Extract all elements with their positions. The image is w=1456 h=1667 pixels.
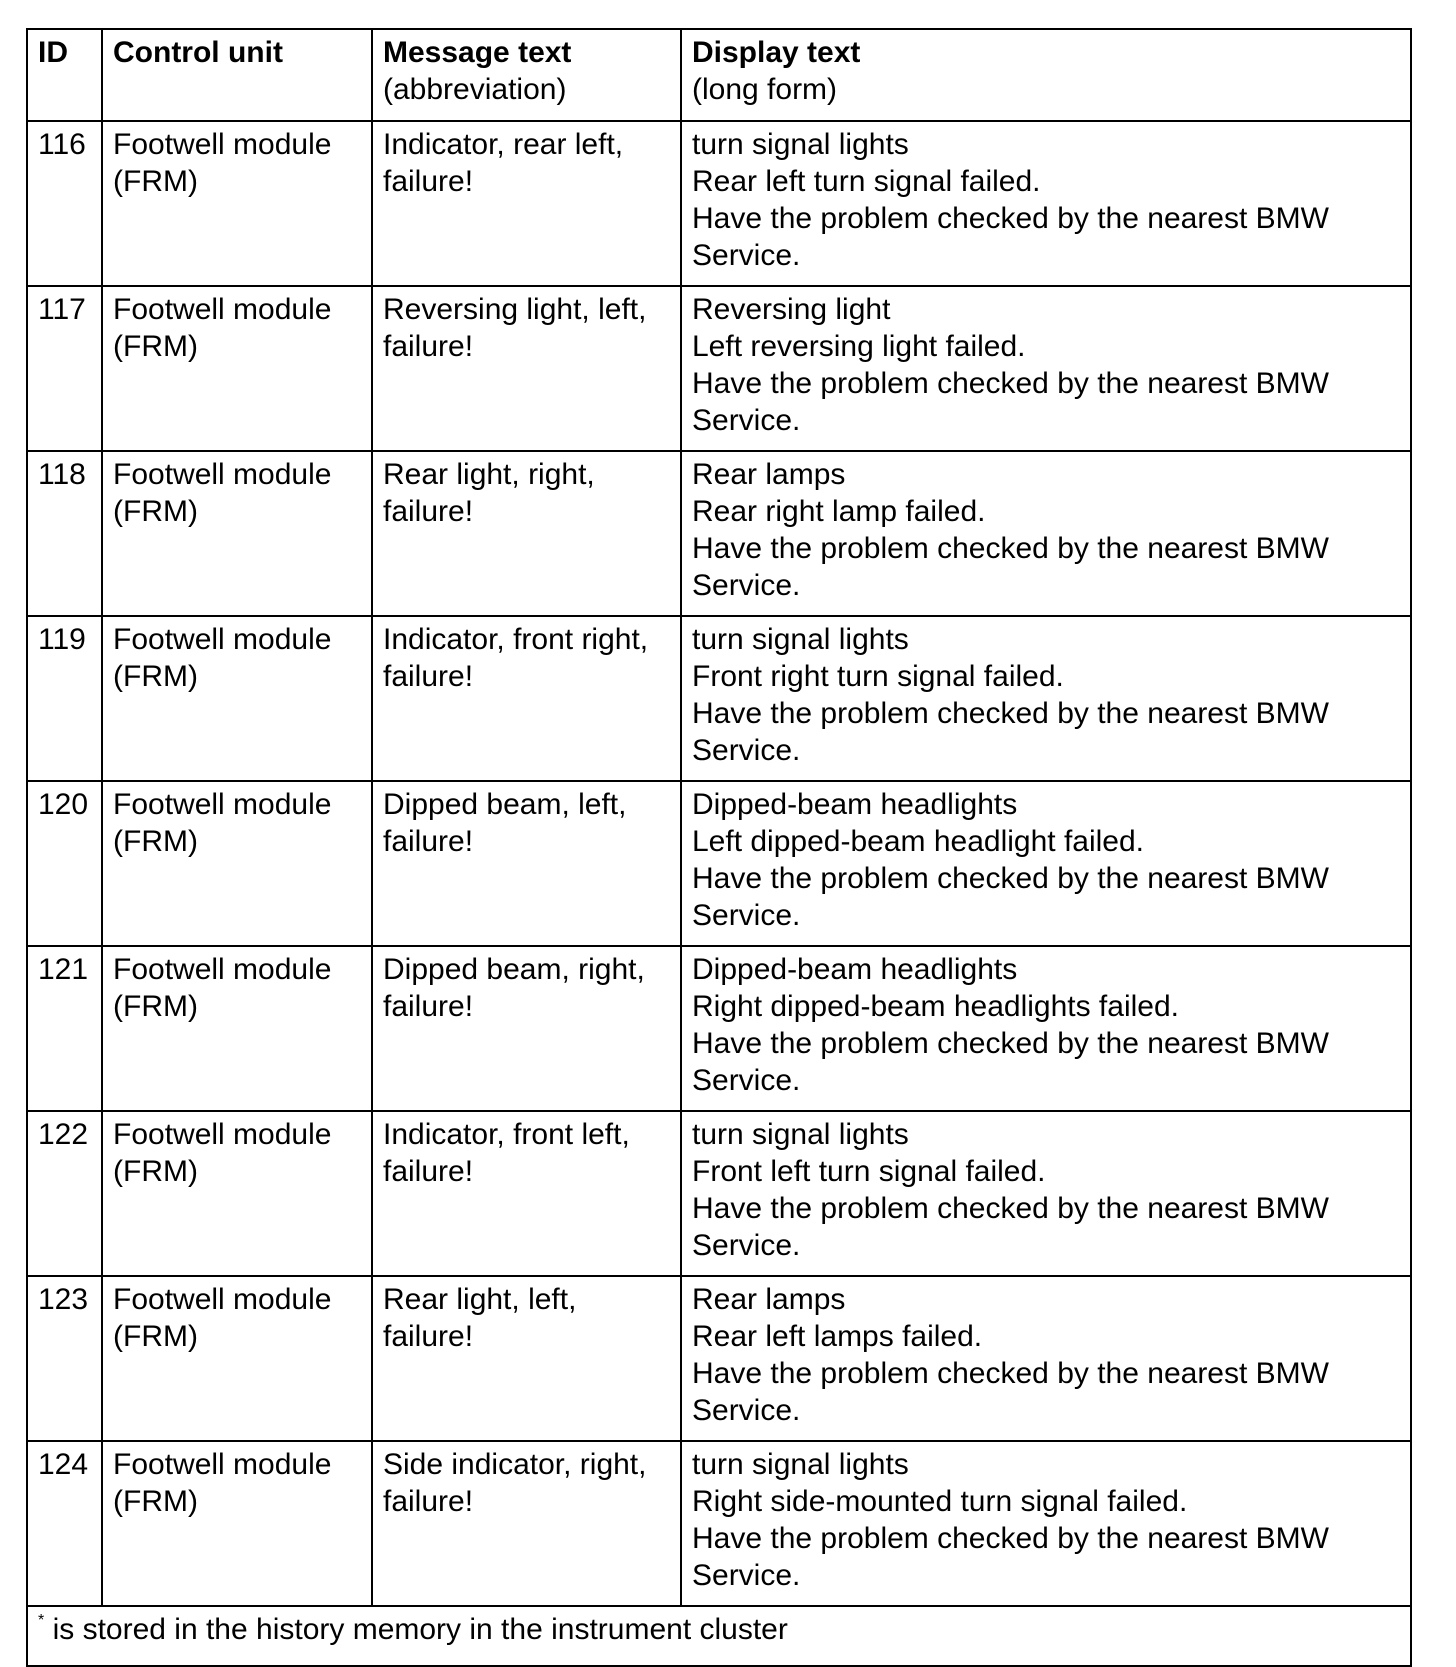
- table-row: [27, 946, 1411, 1111]
- table-row: [27, 1111, 1411, 1276]
- cell-id: 123: [27, 1276, 102, 1441]
- table-row: [27, 121, 1411, 286]
- cell-control-unit: Footwell module (FRM): [102, 451, 372, 616]
- header-message-text: Message text (abbreviation): [372, 29, 681, 121]
- cell-display-text: turn signal lights Front right turn signal failed. Have the problem checked by the nearest BMW Service.: [681, 616, 1411, 781]
- cell-message-text: Indicator, rear left, failure!: [372, 121, 681, 286]
- cell-display-text: Dipped-beam headlights Right dipped-beam headlights failed. Have the problem checked by the nearest BMW Service.: [681, 946, 1411, 1111]
- cell-message-text: Side indicator, right, failure!: [372, 1441, 681, 1606]
- table-row: [27, 286, 1411, 451]
- footnote-row: [27, 1606, 1411, 1666]
- table-row: [27, 781, 1411, 946]
- footnote-mark: *: [38, 1612, 45, 1629]
- table-row: [27, 1276, 1411, 1441]
- cell-message-text: Indicator, front left, failure!: [372, 1111, 681, 1276]
- cell-control-unit: Footwell module (FRM): [102, 1441, 372, 1606]
- cell-message-text: Reversing light, left, failure!: [372, 286, 681, 451]
- cell-id: 120: [27, 781, 102, 946]
- cell-id: 116: [27, 121, 102, 286]
- cell-id: 121: [27, 946, 102, 1111]
- cell-display-text: Dipped-beam headlights Left dipped-beam headlight failed. Have the problem checked by the nearest BMW Service.: [681, 781, 1411, 946]
- cell-display-text: turn signal lights Front left turn signal failed. Have the problem checked by the nearest BMW Service.: [681, 1111, 1411, 1276]
- cell-control-unit: Footwell module (FRM): [102, 286, 372, 451]
- cell-control-unit: Footwell module (FRM): [102, 1111, 372, 1276]
- table-row: [27, 616, 1411, 781]
- cell-display-text: Reversing light Left reversing light failed. Have the problem checked by the nearest BMW Service.: [681, 286, 1411, 451]
- table-row: [27, 1441, 1411, 1606]
- header-id: ID: [27, 29, 102, 121]
- cell-display-text: Rear lamps Rear right lamp failed. Have the problem checked by the nearest BMW Service.: [681, 451, 1411, 616]
- cell-display-text: turn signal lights Rear left turn signal failed. Have the problem checked by the nearest BMW Service.: [681, 121, 1411, 286]
- cell-message-text: Dipped beam, left, failure!: [372, 781, 681, 946]
- cell-id: 117: [27, 286, 102, 451]
- header-control-unit: Control unit: [102, 29, 372, 121]
- table-row: [27, 451, 1411, 616]
- cell-id: 124: [27, 1441, 102, 1606]
- cell-control-unit: Footwell module (FRM): [102, 616, 372, 781]
- cell-id: 118: [27, 451, 102, 616]
- header-display-text: Display text (long form): [681, 29, 1411, 121]
- cell-control-unit: Footwell module (FRM): [102, 121, 372, 286]
- cell-message-text: Indicator, front right, failure!: [372, 616, 681, 781]
- cell-control-unit: Footwell module (FRM): [102, 781, 372, 946]
- cell-display-text: turn signal lights Right side-mounted turn signal failed. Have the problem checked by the nearest BMW Service.: [681, 1441, 1411, 1606]
- cell-id: 119: [27, 616, 102, 781]
- cell-message-text: Dipped beam, right, failure!: [372, 946, 681, 1111]
- cell-message-text: Rear light, right, failure!: [372, 451, 681, 616]
- cell-control-unit: Footwell module (FRM): [102, 1276, 372, 1441]
- cell-control-unit: Footwell module (FRM): [102, 946, 372, 1111]
- footnote: [27, 1606, 1411, 1666]
- cell-message-text: Rear light, left, failure!: [372, 1276, 681, 1441]
- cell-id: 122: [27, 1111, 102, 1276]
- cell-display-text: Rear lamps Rear left lamps failed. Have the problem checked by the nearest BMW Service.: [681, 1276, 1411, 1441]
- header-row: [27, 29, 1411, 121]
- footnote-text: is stored in the history memory in the instrument cluster: [44, 1613, 788, 1646]
- check-control-table: [26, 28, 1412, 1667]
